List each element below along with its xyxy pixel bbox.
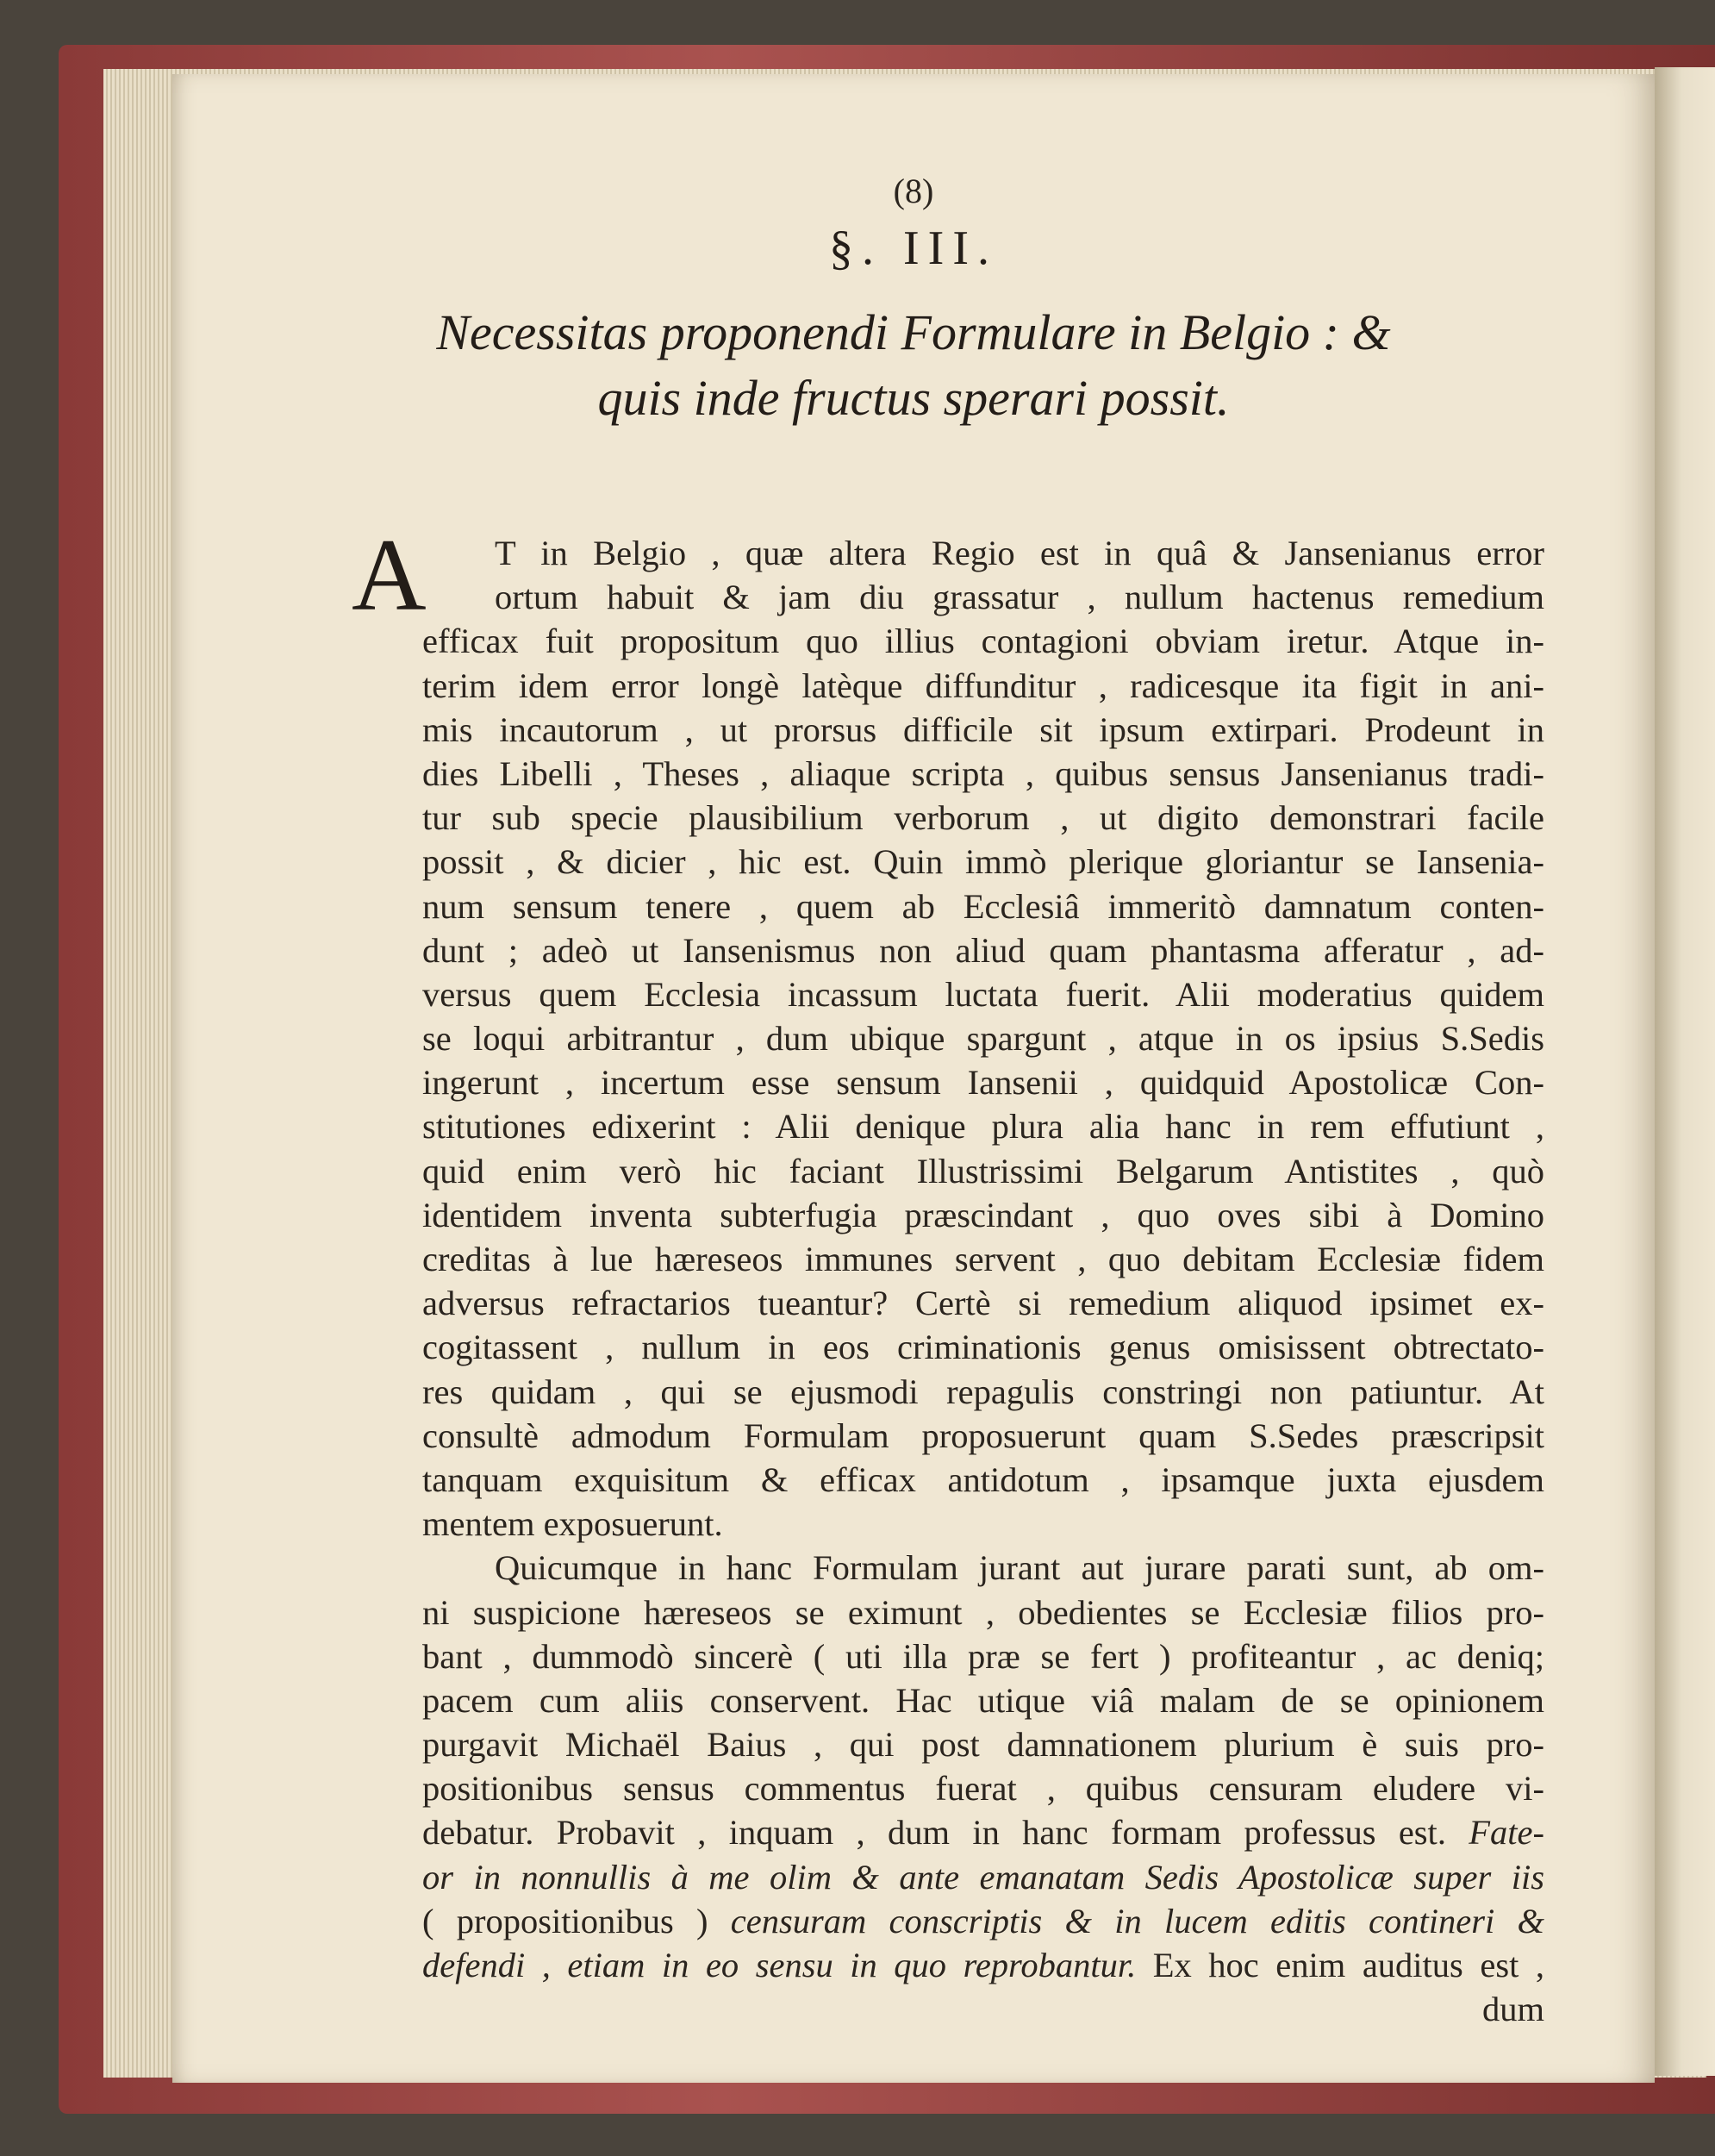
text-span: debatur. Probavit , inquam , dum in hanc formam professus est.: [422, 1813, 1446, 1853]
text-span: Ex hoc enim auditus est ,: [1152, 1946, 1544, 1984]
text-line: adversus refractarios tueantur? Certè si remedium aliquod ipsimet ex-: [422, 1284, 1544, 1323]
chapter-title-line-1: Necessitas proponendi Formulare in Belgio : &: [436, 304, 1391, 360]
text-line: identidem inventa subterfugia præscindant , quo oves sibi à Domino: [422, 1195, 1544, 1234]
text-span: ( propositionibus ): [422, 1901, 708, 1940]
text-line: [422, 1810, 1544, 1854]
text-line: res quidam , qui se ejusmodi repagulis constringi non patiuntur. At: [422, 1372, 1544, 1411]
text-line: positionibus sensus commentus fuerat , quibus censuram eludere vi-: [422, 1769, 1544, 1809]
book-page: [172, 74, 1655, 2083]
catchword: dum: [1481, 1990, 1544, 2029]
text-line: efficax fuit propositum quo illius contagioni obviam iretur. Atque in-: [422, 622, 1544, 661]
text-line: cogitassent , nullum in eos criminationis genus omisissent obtrectato-: [422, 1328, 1544, 1367]
text-line: possit , & dicier , hic est. Quin immò plerique gloriantur se Iansenia-: [422, 842, 1544, 882]
text-line: mis incautorum , ut prorsus difficile sit ipsum extirpari. Prodeunt in: [422, 709, 1544, 749]
text-line: se loqui arbitrantur , dum ubique spargunt , atque in os ipsius S.Sedis: [422, 1019, 1544, 1059]
text-line: stitutiones edixerint : Alii denique plura alia hanc in rem effutiunt ,: [422, 1107, 1544, 1147]
text-line: mentem exposuerunt.: [422, 1504, 723, 1544]
text-line: num sensum tenere , quem ab Ecclesiâ immeritò damnatum conten-: [422, 886, 1544, 926]
text-line: ni suspicione hæreseos se eximunt , obedientes se Ecclesiæ filios pro-: [422, 1592, 1544, 1632]
text-line: purgavit Michaël Baius , qui post damnationem plurium è suis pro-: [422, 1725, 1544, 1765]
quote-line: or in nonnullis à me olim & ante emanatam Sedis Apostolicæ super iis: [422, 1857, 1544, 1897]
quote-line: [422, 1899, 1544, 1943]
text-line: ingerunt , incertum esse sensum Iansenii , quidquid Apostolicæ Con-: [422, 1063, 1544, 1103]
text-line: pacem cum aliis conservent. Hac utique viâ malam de se opinionem: [422, 1680, 1544, 1720]
text-line: creditas à lue hæreseos immunes servent , quo debitam Ecclesiæ fidem: [422, 1240, 1544, 1278]
text-line: Quicumque in hanc Formulam jurant aut jurare parati sunt, ab om-: [495, 1548, 1544, 1588]
text-line: ortum habuit & jam diu grassatur , nullum hactenus remedium: [495, 578, 1544, 617]
text-line: tur sub specie plausibilium verborum , ut digito demonstrari facile: [422, 798, 1544, 838]
section-heading: §. III.: [829, 222, 998, 275]
text-line: dies Libelli , Theses , aliaque scripta , quibus sensus Jansenianus tradi-: [422, 753, 1544, 793]
quote-line: [422, 1943, 1544, 1987]
page-number: (8): [893, 172, 934, 210]
quote-span: censuram conscriptis & in lucem editis contineri &: [730, 1901, 1544, 1940]
text-line: T in Belgio , quæ altera Regio est in quâ & Jansenianus error: [495, 534, 1544, 572]
text-line: versus quem Ecclesia incassum luctata fuerit. Alii moderatius quidem: [422, 974, 1544, 1014]
text-line: terim idem error longè latèque diffunditur , radicesque ita figit in ani-: [422, 666, 1544, 705]
text-line: consultè admodum Formulam proposuerunt quam S.Sedes præscripsit: [422, 1415, 1544, 1455]
body-text: [422, 531, 1544, 2031]
facing-page-edge: [1655, 67, 1715, 2076]
text-line: quid enim verò hic faciant Illustrissimi Belgarum Antistites , quò: [422, 1151, 1544, 1190]
chapter-title-line-2: quis inde fructus sperari possit.: [597, 370, 1230, 426]
drop-cap: A: [352, 517, 427, 632]
quote-span: defendi , etiam in eo sensu in quo reprobantur.: [422, 1946, 1137, 1984]
quote-start: Fate-: [1469, 1813, 1544, 1853]
text-line: dunt ; adeò ut Iansenismus non aliud quam phantasma afferatur , ad-: [422, 930, 1544, 970]
text-line: bant , dummodò sincerè ( uti illa præ se fert ) profiteantur , ac deniq;: [422, 1636, 1544, 1676]
text-line: tanquam exquisitum & efficax antidotum , ipsamque juxta ejusdem: [422, 1459, 1544, 1499]
